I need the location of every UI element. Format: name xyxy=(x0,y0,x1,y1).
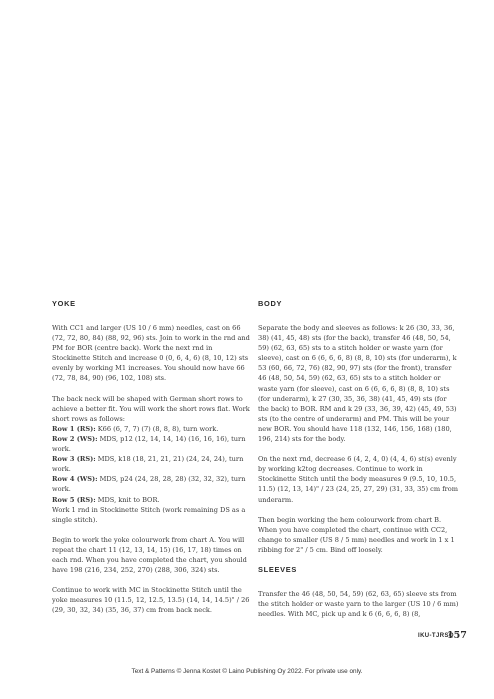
row-text: MDS, knit to BOR. xyxy=(95,495,160,504)
row-label: Row 1 (RS): xyxy=(52,424,96,433)
left-column xyxy=(52,299,251,625)
stockinette-paragraph: Work 1 rnd in Stockinette Stitch (work remaining DS as a single stitch). xyxy=(52,505,246,524)
yoke-measure-paragraph: Continue to work with MC in Stockinette Stitch until the yoke measures 10 (11.5, 12, 12.5, 13.5) (14, 14, 14.5)" / 26 (29, 30, 32, 34) (35, 36, 37) cm from back neck. xyxy=(52,586,250,615)
copyright-notice: Text & Patterns © Jenna Kostet © Laino Publishing Oy 2022. For private use only. xyxy=(131,668,363,675)
row-label: Row 5 (RS): xyxy=(52,495,96,504)
row-instruction xyxy=(52,454,251,474)
yoke-intro-paragraph: With CC1 and larger (US 10 / 6 mm) needles, cast on 66 (72, 72, 80, 84) (88, 92, 96) sts. Join to work in the rnd and PM for BOR (centre back). Work the next rnd in Stockinette Stitch and increase 0 (0, 6, 4, 6) (8, 10, 12) sts evenly by working M1 increases. You should now have 66 (72, 78, 84, 90) (96, 102, 108) sts. xyxy=(52,324,250,383)
hem-paragraph: Then begin working the hem colourwork from chart B. When you have completed the chart, continue with CC2, change to smaller (US 8 / 5 mm) needles and work in 1 x 1 ribbing for 2" / 5 cm. Bind off loosely. xyxy=(258,515,455,554)
row-label: Row 3 (RS): xyxy=(52,455,96,464)
row-label: Row 2 (WS): xyxy=(52,434,98,443)
row-instruction xyxy=(52,434,251,454)
separate-body-paragraph: Separate the body and sleeves as follows: k 26 (30, 33, 36, 38) (41, 45, 48) sts (for the back), transfer 46 (48, 50, 54, 59) (62, 63, 65) sts to a stitch holder or waste yarn (for sleeve), cast on 6 (6, 6, 6, 8) (8, 8, 10) sts (for underarm), k 53 (60, 66, 72, 76) (82, 90, 97) sts (for the front), transfer 46 (48, 50, 54, 59) (62, 63, 65) sts to a stitch holder or waste yarn (for sleeve), cast on 6 (6, 6, 6, 8) (8, 8, 10) sts (for underarm), k 27 (30, 35, 36, 38) (41, 45, 49) sts (for the back) to BOR. RM and k 29 (33, 36, 39, 42) (45, 49, 53) sts (to the centre of underarm) and PM. This will be your new BOR. You should have 118 (132, 146, 156, 168) (180, 196, 214) sts for the body. xyxy=(258,324,457,444)
row-text: MDS, p12 (12, 14, 14, 14) (16, 16, 16), turn work. xyxy=(52,434,246,454)
right-column xyxy=(258,299,459,629)
row-text: MDS, k18 (18, 21, 21, 21) (24, 24, 24), turn work. xyxy=(52,455,244,474)
chart-a-paragraph: Begin to work the yoke colourwork from chart A. You will repeat the chart 11 (12, 13, 14, 15) (16, 17, 18) times on each rnd. When you have completed the chart, you should have 198 (216, 234, 252, 270) (288, 306, 324) sts. xyxy=(52,535,247,575)
body-heading: BODY xyxy=(258,299,283,308)
row-text: K66 (6, 7, 7) (7) (8, 8, 8), turn work. xyxy=(95,424,219,433)
decrease-paragraph: On the next rnd, decrease 6 (4, 2, 4, 0) (4, 4, 6) st(s) evenly by working k2tog decreases. Continue to work in Stockinette Stitch until the body measures 9 (9.5, 10, 10.5, 11.5) (12, 13, 14)" / 23 (24, 25, 27, 29) (31, 33, 35) cm from underarm. xyxy=(258,455,459,504)
row-text: MDS, p24 (24, 28, 28, 28) (32, 32, 32), turn work. xyxy=(52,475,246,494)
sleeves-paragraph: Transfer the 46 (48, 50, 54, 59) (62, 63, 65) sleeve sts from the stitch holder or waste yarn to the larger (US 10 / 6 mm) needles. With MC, pick up and k 6 (6, 6, 6, 8) (8, xyxy=(258,589,459,619)
yoke-heading: YOKE xyxy=(52,299,76,308)
row-instruction xyxy=(52,424,251,434)
page-footer xyxy=(418,630,467,644)
row-label: Row 4 (WS): xyxy=(52,475,98,484)
row-instruction xyxy=(52,474,251,494)
page-number: 157 xyxy=(447,630,467,641)
row-instruction xyxy=(52,495,251,505)
sleeves-heading: SLEEVES xyxy=(258,564,297,574)
pattern-code: IKU-TJRSO xyxy=(418,633,454,639)
short-rows-paragraph: The back neck will be shaped with German short rows to achieve a better fit. You will work the short rows flat. Work short rows as follows: xyxy=(52,394,250,423)
